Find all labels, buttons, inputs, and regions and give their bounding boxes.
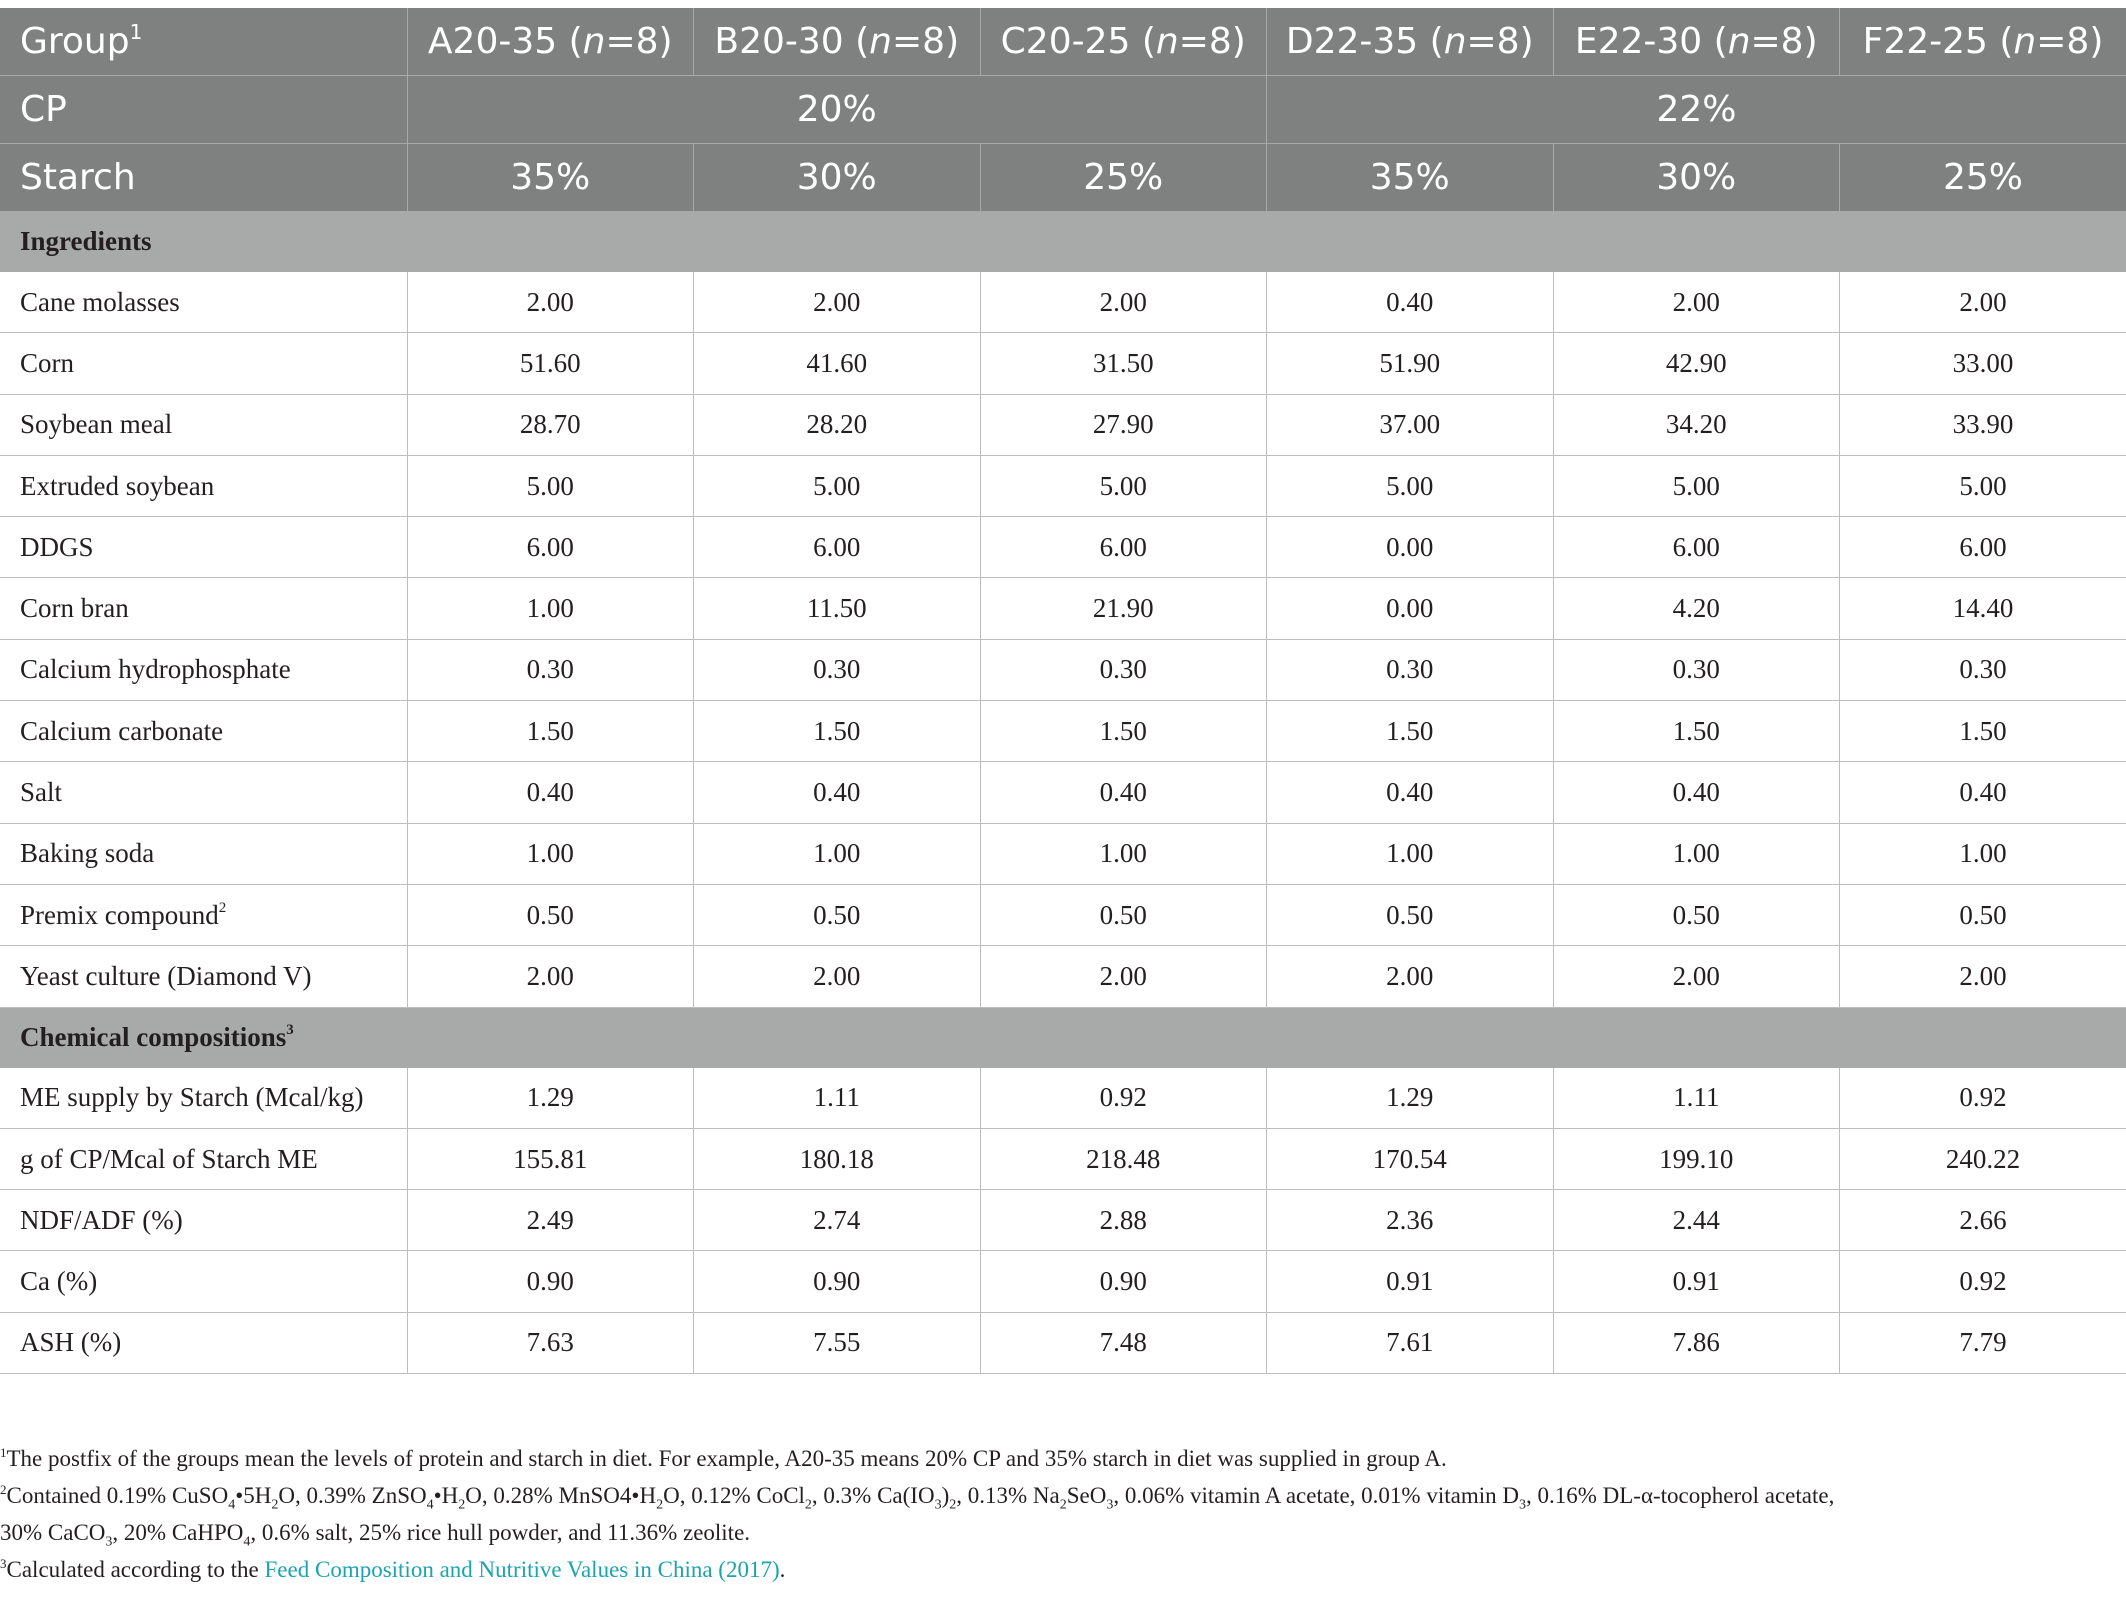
value-cell: 2.44 [1553, 1190, 1840, 1251]
row-label: Ca (%) [0, 1251, 407, 1312]
chemical-row [0, 1312, 2126, 1373]
value-cell: 27.90 [980, 394, 1267, 455]
ingredient-row [0, 517, 2126, 578]
value-cell: 1.29 [1267, 1067, 1554, 1128]
value-cell: 155.81 [407, 1128, 694, 1189]
row-label: Corn [0, 333, 407, 394]
ingredient-row [0, 884, 2126, 945]
footnote-2-continued: 30% CaCO$_3$, 20% CaHPO$_4$, 0.6% salt, 25% rice hull powder, and 11.36% zeolite. [0, 1520, 751, 1550]
cp-header-label: CP [0, 76, 407, 144]
value-cell: 1.00 [407, 823, 694, 884]
value-cell: 5.00 [407, 455, 694, 516]
value-cell: 218.48 [980, 1128, 1267, 1189]
value-cell: 0.50 [694, 884, 981, 945]
starch-value-cell: 30% [694, 144, 981, 212]
ingredient-row [0, 394, 2126, 455]
value-cell: 6.00 [1553, 517, 1840, 578]
value-cell: 1.00 [694, 823, 981, 884]
row-label: g of CP/Mcal of Starch ME [0, 1128, 407, 1189]
value-cell: 0.92 [1840, 1251, 2126, 1312]
value-cell: 0.40 [1840, 762, 2126, 823]
cp-value-cell: 22% [1267, 76, 2126, 144]
row-label: NDF/ADF (%) [0, 1190, 407, 1251]
value-cell: 6.00 [1840, 517, 2126, 578]
starch-value-cell: 25% [980, 144, 1267, 212]
row-label: ME supply by Starch (Mcal/kg) [0, 1067, 407, 1128]
value-cell: 1.00 [1553, 823, 1840, 884]
value-cell: 21.90 [980, 578, 1267, 639]
value-cell: 28.70 [407, 394, 694, 455]
value-cell: 0.90 [980, 1251, 1267, 1312]
value-cell: 199.10 [1553, 1128, 1840, 1189]
footnote-ref: 1 [129, 20, 143, 44]
value-cell: 1.50 [1840, 701, 2126, 762]
value-cell: 0.91 [1553, 1251, 1840, 1312]
value-cell: 37.00 [1267, 394, 1554, 455]
value-cell: 2.00 [980, 946, 1267, 1007]
value-cell: 0.50 [980, 884, 1267, 945]
cp-value-cell: 20% [407, 76, 1267, 144]
value-cell: 2.00 [980, 272, 1267, 333]
value-cell: 33.90 [1840, 394, 2126, 455]
value-cell: 14.40 [1840, 578, 2126, 639]
value-cell: 0.92 [980, 1067, 1267, 1128]
value-cell: 0.50 [1553, 884, 1840, 945]
value-cell: 5.00 [1840, 455, 2126, 516]
chemical-row [0, 1190, 2126, 1251]
ingredient-row [0, 272, 2126, 333]
value-cell: 4.20 [1553, 578, 1840, 639]
value-cell: 5.00 [980, 455, 1267, 516]
chemical-row [0, 1251, 2126, 1312]
row-label: Corn bran [0, 578, 407, 639]
value-cell: 28.20 [694, 394, 981, 455]
chemical-section-label: Chemical compositions$^3$ [0, 1007, 2126, 1067]
value-cell: 0.30 [1553, 639, 1840, 700]
starch-value-cell: 30% [1553, 144, 1840, 212]
value-cell: 240.22 [1840, 1128, 2126, 1189]
group-header-cell: B20-30 (n=8) [694, 8, 981, 76]
value-cell: 1.50 [407, 701, 694, 762]
value-cell: 33.00 [1840, 333, 2126, 394]
value-cell: 42.90 [1553, 333, 1840, 394]
value-cell: 1.50 [1267, 701, 1554, 762]
chemical-row [0, 1067, 2126, 1128]
value-cell: 51.60 [407, 333, 694, 394]
starch-header-label: Starch [0, 144, 407, 212]
ingredient-row [0, 455, 2126, 516]
value-cell: 0.00 [1267, 517, 1554, 578]
value-cell: 0.50 [1267, 884, 1554, 945]
value-cell: 7.55 [694, 1312, 981, 1373]
value-cell: 0.30 [1840, 639, 2126, 700]
value-cell: 0.90 [407, 1251, 694, 1312]
value-cell: 1.00 [980, 823, 1267, 884]
ingredients-section-label: Ingredients [0, 212, 2126, 272]
value-cell: 7.61 [1267, 1312, 1554, 1373]
row-label: DDGS [0, 517, 407, 578]
ingredient-row [0, 333, 2126, 394]
value-cell: 1.11 [694, 1067, 981, 1128]
row-label: Yeast culture (Diamond V) [0, 946, 407, 1007]
footnote-2: $^2$Contained 0.19% $CuSO_4•5H_2O$, 0.39% $ZnSO_4•H_2O$, 0.28% $MnSO4•H_2O$, 0.12% CoCl$_2$, 0.3% $Ca(IO_3)_2$, 0.13% $Na_2SeO_3$, 0.06% vitamin A acetate, 0.01% vitamin $D_3$, 0.16% DL-α-tocopherol acetate, [0, 1482, 1835, 1513]
value-cell: 0.30 [694, 639, 981, 700]
value-cell: 0.40 [694, 762, 981, 823]
value-cell: 1.00 [1840, 823, 2126, 884]
starch-header-row [0, 144, 2126, 212]
diet-composition-table [0, 8, 2126, 1374]
starch-value-cell: 35% [1267, 144, 1554, 212]
row-label: ASH (%) [0, 1312, 407, 1373]
starch-value-cell: 35% [407, 144, 694, 212]
footnote-ref: 3 [286, 1021, 294, 1038]
value-cell: 0.50 [407, 884, 694, 945]
value-cell: 2.66 [1840, 1190, 2126, 1251]
value-cell: 31.50 [980, 333, 1267, 394]
value-cell: 2.00 [694, 272, 981, 333]
value-cell: 2.36 [1267, 1190, 1554, 1251]
row-label: Cane molasses [0, 272, 407, 333]
starch-value-cell: 25% [1840, 144, 2126, 212]
value-cell: 2.00 [407, 272, 694, 333]
ingredient-row [0, 762, 2126, 823]
value-cell: 5.00 [1267, 455, 1554, 516]
value-cell: 41.60 [694, 333, 981, 394]
value-cell: 7.79 [1840, 1312, 2126, 1373]
chemical-section-row [0, 1007, 2126, 1067]
value-cell: 1.29 [407, 1067, 694, 1128]
value-cell: 11.50 [694, 578, 981, 639]
ingredients-section-row [0, 212, 2126, 272]
row-label: Soybean meal [0, 394, 407, 455]
ingredient-row [0, 639, 2126, 700]
value-cell: 5.00 [1553, 455, 1840, 516]
footnote-ref: 2 [218, 899, 227, 916]
value-cell: 0.30 [407, 639, 694, 700]
value-cell: 6.00 [694, 517, 981, 578]
group-header-cell: C20-25 (n=8) [980, 8, 1267, 76]
value-cell: 34.20 [1553, 394, 1840, 455]
value-cell: 7.86 [1553, 1312, 1840, 1373]
footnote-3: $^3$Calculated according to the Feed Composition and Nutritive Values in China (2017). [0, 1556, 786, 1582]
value-cell: 2.88 [980, 1190, 1267, 1251]
group-header-cell: A20-35 (n=8) [407, 8, 694, 76]
cp-header-row [0, 76, 2126, 144]
group-header-cell: D22-35 (n=8) [1267, 8, 1554, 76]
value-cell: 51.90 [1267, 333, 1554, 394]
value-cell: 1.50 [694, 701, 981, 762]
value-cell: 0.92 [1840, 1067, 2126, 1128]
group-header-label: Group$^1$ [0, 8, 407, 76]
value-cell: 0.40 [1553, 762, 1840, 823]
ingredient-row [0, 578, 2126, 639]
ingredients-rows [0, 272, 2126, 1008]
value-cell: 0.40 [1267, 272, 1554, 333]
value-cell: 0.90 [694, 1251, 981, 1312]
ingredient-row [0, 946, 2126, 1007]
value-cell: 1.50 [1553, 701, 1840, 762]
value-cell: 2.00 [1840, 272, 2126, 333]
value-cell: 1.00 [407, 578, 694, 639]
value-cell: 2.00 [407, 946, 694, 1007]
value-cell: 2.00 [694, 946, 981, 1007]
value-cell: 2.49 [407, 1190, 694, 1251]
value-cell: 6.00 [407, 517, 694, 578]
value-cell: 1.11 [1553, 1067, 1840, 1128]
value-cell: 2.00 [1267, 946, 1554, 1007]
ingredient-row [0, 823, 2126, 884]
value-cell: 1.50 [980, 701, 1267, 762]
value-cell: 0.30 [1267, 639, 1554, 700]
row-label: Salt [0, 762, 407, 823]
value-cell: 1.00 [1267, 823, 1554, 884]
reference-link[interactable]: Feed Composition and Nutritive Values in China (2017) [264, 1557, 780, 1582]
row-label: Calcium hydrophosphate [0, 639, 407, 700]
value-cell: 2.00 [1553, 946, 1840, 1007]
row-label: Calcium carbonate [0, 701, 407, 762]
row-label: Extruded soybean [0, 455, 407, 516]
value-cell: 0.91 [1267, 1251, 1554, 1312]
value-cell: 5.00 [694, 455, 981, 516]
value-cell: 0.30 [980, 639, 1267, 700]
value-cell: 6.00 [980, 517, 1267, 578]
value-cell: 2.00 [1840, 946, 2126, 1007]
value-cell: 2.00 [1553, 272, 1840, 333]
chemical-rows [0, 1067, 2126, 1373]
value-cell: 0.40 [1267, 762, 1554, 823]
ingredient-row [0, 701, 2126, 762]
value-cell: 0.40 [980, 762, 1267, 823]
chemical-row [0, 1128, 2126, 1189]
value-cell: 180.18 [694, 1128, 981, 1189]
value-cell: 2.74 [694, 1190, 981, 1251]
group-header-cell: F22-25 (n=8) [1840, 8, 2126, 76]
row-label: Baking soda [0, 823, 407, 884]
group-header-row [0, 8, 2126, 76]
footnote-1: $^1$The postfix of the groups mean the levels of protein and starch in diet. For example, A20-35 means 20% CP and 35% starch in diet was supplied in group A. [0, 1445, 1447, 1471]
value-cell: 7.63 [407, 1312, 694, 1373]
table-footnotes [0, 1440, 2110, 1588]
value-cell: 0.50 [1840, 884, 2126, 945]
value-cell: 7.48 [980, 1312, 1267, 1373]
value-cell: 170.54 [1267, 1128, 1554, 1189]
value-cell: 0.00 [1267, 578, 1554, 639]
group-header-cell: E22-30 (n=8) [1553, 8, 1840, 76]
row-label: Premix compound$^2$ [0, 884, 407, 945]
value-cell: 0.40 [407, 762, 694, 823]
